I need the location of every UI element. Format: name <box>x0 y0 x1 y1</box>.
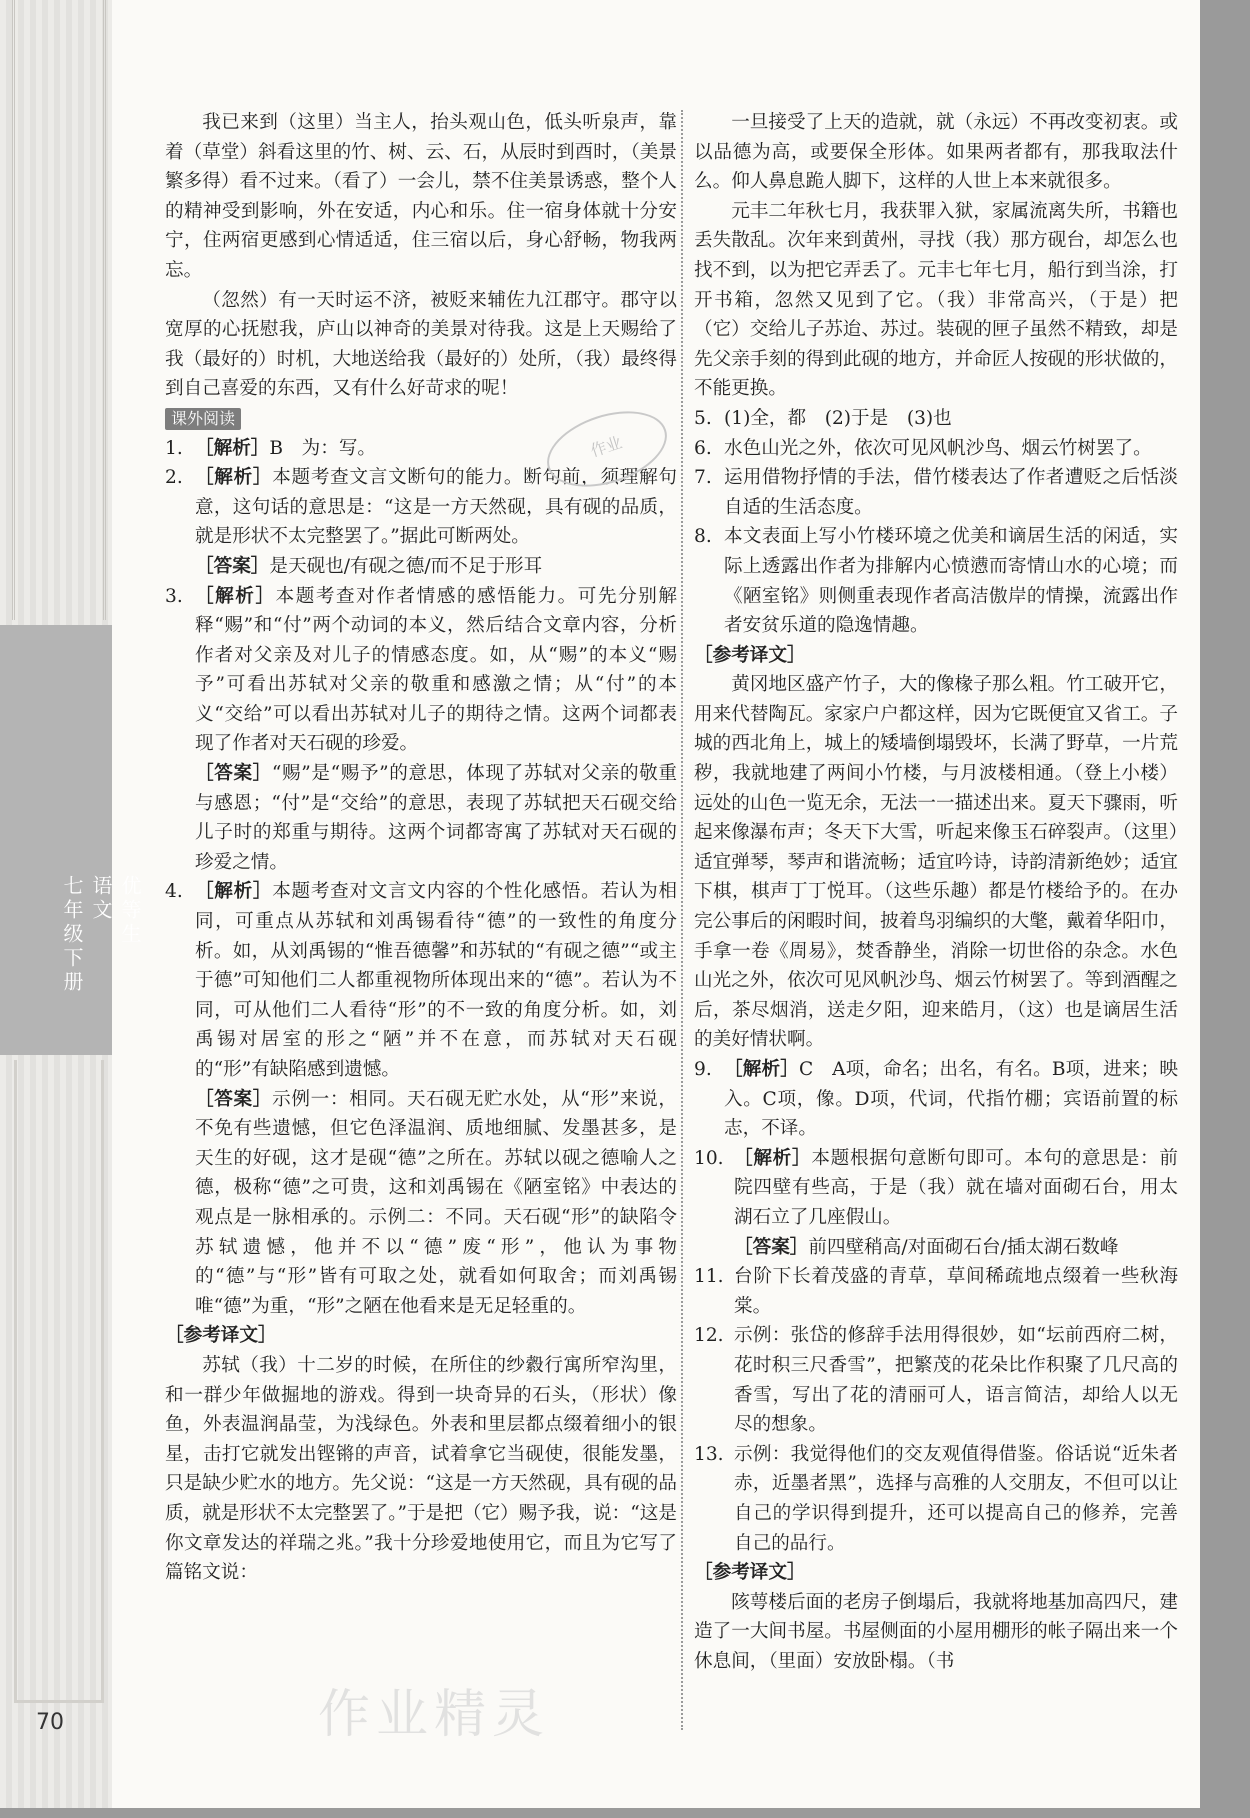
series-name: 优等生 <box>118 875 142 947</box>
translation-paragraph: 一旦接受了上天的造就，就（永远）不再改变初衷。或以品德为高，或要保全形体。如果两者都有，那我取法什么。仰人鼻息跪人脚下，这样的人世上本来就很多。 <box>694 112 1178 193</box>
answer-text: “赐”是“赐予”的意思，体现了苏轼对父亲的敬重与感恩；“付”是“交给”的意思，表现了苏轼把天石砚交给儿子时的郑重与期待。这两个词都寄寓了苏轼对天石砚的珍爱之情。 <box>195 763 677 873</box>
analysis-tag: ［解析］ <box>724 1059 799 1080</box>
subject-name: 语文 <box>89 875 113 923</box>
answer-tag: ［答案］ <box>195 555 270 577</box>
stamp-logo: 作业 <box>538 398 677 501</box>
translation-paragraph: （忽然）有一天时运不济，被贬来辅佐九江郡守。郡守以宽厚的心抚慰我，庐山以神奇的美景对待我。这是上天赐给了我（最好的）时机，大地送给我（最好的）处所，（我）最终得到自己喜爱的东西，又有什么好苛求的呢！ <box>165 289 677 400</box>
answer-item <box>694 1144 1178 1233</box>
answer-text: 是天砚也/有砚之德/而不足于形耳 <box>269 555 543 577</box>
answer-text: 运用借物抒情的手法，借竹楼表达了作者遭贬之后恬淡自适的生活态度。 <box>724 467 1178 518</box>
answer-text: 水色山光之外，依次可见风帆沙鸟、烟云竹树罢了。 <box>724 437 1152 459</box>
translation-paragraph: 黄冈地区盛产竹子，大的像椽子那么粗。竹工破开它，用来代替陶瓦。家家户户都这样，因为它既便宜又省工。子城的西北角上，城上的矮墙倒塌毁坏，长满了野草，一片荒秽，我就地建了两间小竹楼，与月波楼相通。（登上小楼）远处的山色一览无余，无法一一描述出来。夏天下骤雨，听起来像瀑布声；冬天下大雪，听起来像玉石碎裂声。（这里）适宜弹琴，琴声和谐流畅；适宜吟诗，诗韵清新绝妙；适宜下棋，棋声丁丁悦耳。（这些乐趣）都是竹楼给予的。在办完公事后的闲暇时间，披着鸟羽编织的大氅，戴着华阳巾，手拿一卷《周易》，焚香静坐，消除一切世俗的杂念。水色山光之外，依次可见风帆沙鸟、烟云竹树罢了。等到酒醒之后，茶尽烟消，送走夕阳，迎来皓月，（这）也是谪居生活的美好情状啊。 <box>694 674 1178 1051</box>
item-number: 10. <box>694 1147 724 1169</box>
answer-text: 本题根据句意断句即可。本句的意思是：前院四壁有些高，于是（我）就在墙对面砌石台，用太湖石立了几座假山。 <box>734 1147 1178 1228</box>
answer-text: 示例：我觉得他们的交友观值得借鉴。俗话说“近朱者赤，近墨者黑”，选择与高雅的人交朋友，不但可以让自己的学识得到提升，还可以提高自己的修养，完善自己的品行。 <box>734 1443 1178 1554</box>
answer-item <box>694 1262 1178 1321</box>
answer-line <box>165 1085 677 1322</box>
item-number: 6. <box>694 437 712 459</box>
item-number: 5. <box>694 407 712 429</box>
answer-text: 本文表面上写小竹楼环境之优美和谪居生活的闲适，实际上透露出作者为排解内心愤懑而寄情山水的心境；而《陋室铭》则侧重表现作者高洁傲岸的情操，流露出作者安贫乐道的隐逸情趣。 <box>724 526 1178 637</box>
answer-line <box>165 552 677 582</box>
answer-text: 本题考查文言文断句的能力。断句前，须理解句意，这句话的意思是：“这是一方天然砚，具有砚的品质，就是形状不太完整罢了。”据此可断两处。 <box>195 467 677 548</box>
answer-text: 台阶下长着茂盛的青草，草间稀疏地点缀着一些秋海棠。 <box>734 1266 1178 1317</box>
answer-item <box>694 1440 1178 1558</box>
answer-item <box>694 404 1178 434</box>
answer-item <box>694 463 1178 522</box>
item-number: 1. <box>165 437 183 459</box>
left-column <box>165 108 677 1588</box>
item-number: 2. <box>165 467 183 489</box>
answer-item <box>694 522 1178 640</box>
analysis-tag: ［解析］ <box>195 437 270 459</box>
right-column <box>694 108 1178 1676</box>
reference-translation-heading: ［参考译文］ <box>694 1562 806 1584</box>
reference-translation-heading: ［参考译文］ <box>165 1325 277 1347</box>
answer-item <box>165 877 677 1084</box>
translation-paragraph: 元丰二年秋七月，我获罪入狱，家属流离失所，书籍也丢失散乱。次年来到黄州，寻找（我）那方砚台，却怎么也找不到，以为把它弄丢了。元丰七年七月，船行到当涂，打开书箱，忽然又见到了它。（我）非常高兴，（于是）把（它）交给儿子苏迨、苏过。装砚的匣子虽然不精致，却是先父亲手刻的得到此砚的地方，并命匠人按砚的形状做的，不能更换。 <box>694 200 1178 400</box>
answer-text: 本题考查对文言文内容的个性化感悟。若认为相同，可重点从苏轼和刘禹锡看待“德”的一致性的角度分析。如，从刘禹锡的“惟吾德馨”和苏轼的“有砚之德”“或主于德”可知他们二人都重视物所体现出来的“德”。若认为不同，可从他们二人看待“形”的不一致的角度分析。如，刘禹锡对居室的形之“陋”并不在意，而苏轼对天石砚的“形”有缺陷感到遗憾。 <box>195 881 677 1080</box>
answer-text: 本题考查对作者情感的感悟能力。可先分别解释“赐”和“付”两个动词的本义，然后结合文章内容，分析作者对父亲及对儿子的情感态度。如，从“赐”的本义“赐予”可看出苏轼对父亲的敬重和感激之情；从“付”的本义“交给”可以看出苏轼对儿子的期待之情。这两个词都表现了作者对天石砚的珍爱。 <box>195 585 677 755</box>
translation-paragraph: 苏轼（我）十二岁的时候，在所住的纱縠行寓所窄沟里，和一群少年做掘地的游戏。得到一块奇异的石头，（形状）像鱼，外表温润晶莹，为浅绿色。外表和里层都点缀着细小的银星，击打它就发出铿锵的声音，试着拿它当砚使，很能发墨，只是缺少贮水的地方。先父说：“这是一方天然砚，具有砚的品质，就是形状不太完整罢了。”于是把（它）赐予我，说：“这是你文章发达的祥瑞之兆。”我十分珍爱地使用它，而且为它写了篇铭文说： <box>165 1354 677 1584</box>
analysis-tag: ［解析］ <box>734 1147 812 1169</box>
column-divider <box>681 110 683 1730</box>
torn-page-edge <box>1200 0 1250 1818</box>
sidebar-frame <box>14 1060 104 1703</box>
answer-item <box>694 1055 1178 1144</box>
answer-item <box>694 434 1178 464</box>
grade-name: 七年级下册 <box>60 875 84 995</box>
answer-item <box>165 582 677 760</box>
reference-translation-heading: ［参考译文］ <box>694 644 806 666</box>
analysis-tag: ［解析］ <box>195 585 276 607</box>
item-number: 8. <box>694 526 712 548</box>
analysis-tag: ［解析］ <box>195 467 273 489</box>
answer-tag: ［答案］ <box>195 763 272 785</box>
translation-paragraph: 我已来到（这里）当主人，抬头观山色，低头听泉声，靠着（草堂）斜看这里的竹、树、云、石，从辰时到酉时，（美景繁多得）看不过来。（看了）一会儿，禁不住美景诱惑，整个人的精神受到影响，外在安适，内心和乐。住一宿身体就十分安宁，住两宿更感到心情适适，住三宿以后，身心舒畅，物我两忘。 <box>165 112 677 281</box>
watermark: 作业精灵 <box>318 1685 551 1745</box>
answer-text: (1)全，都 (2)于是 (3)也 <box>724 407 952 429</box>
book-info <box>58 875 145 1011</box>
answer-text: 示例一：相同。天石砚无贮水处，从“形”来说，不免有些遗憾，但它色泽温润、质地细腻、发墨甚多，是天生的好砚，这才是砚“德”之所在。苏轼以砚之德喻人之德，极称“德”之可贵，这和刘禹锡在《陋室铭》中表达的观点是一脉相承的。示例二：不同。天石砚“形”的缺陷令苏轼遗憾，他并不以“德”废“形”，他认为事物的“德”与“形”皆有可取之处，就看如何取舍；而刘禹锡唯“德”为重，“形”之陋在他看来是无足轻重的。 <box>195 1088 677 1317</box>
item-number: 11. <box>694 1266 724 1288</box>
answer-item <box>694 1321 1178 1439</box>
item-number: 13. <box>694 1443 724 1465</box>
answer-tag: ［答案］ <box>195 1088 273 1110</box>
item-number: 3. <box>165 585 183 607</box>
item-number: 9. <box>694 1059 712 1080</box>
section-heading: 课外阅读 <box>165 408 241 430</box>
decorative-sidebar <box>0 0 142 1808</box>
answer-line <box>165 759 677 877</box>
answer-tag: ［答案］ <box>734 1236 809 1258</box>
answer-text: 示例：张岱的修辞手法用得很妙，如“坛前西府二树，花时积三尺香雪”，把繁茂的花朵比作积聚了几尺高的香雪，写出了花的清丽可人，语言简洁，却给人以无尽的想象。 <box>734 1325 1178 1436</box>
item-number: 4. <box>165 881 183 903</box>
item-number: 7. <box>694 467 712 489</box>
translation-paragraph: 陔萼楼后面的老房子倒塌后，我就将地基加高四尺，建造了一大间书屋。书屋侧面的小屋用棚形的帐子隔出来一个休息间，（里面）安放卧榻。（书 <box>694 1591 1178 1672</box>
item-number: 12. <box>694 1325 724 1347</box>
answer-text: 前四壁稍高/对面砌石台/插太湖石数峰 <box>808 1236 1119 1258</box>
page-number: 70 <box>36 1710 64 1735</box>
answer-line <box>694 1233 1178 1263</box>
analysis-tag: ［解析］ <box>195 881 273 903</box>
answer-text: C A项，命名；出名，有名。B项，进来；映入。C项，像。D项，代词，代指竹棚；宾语前置的标志，不译。 <box>724 1059 1178 1140</box>
answer-text: B 为：写。 <box>269 437 377 459</box>
